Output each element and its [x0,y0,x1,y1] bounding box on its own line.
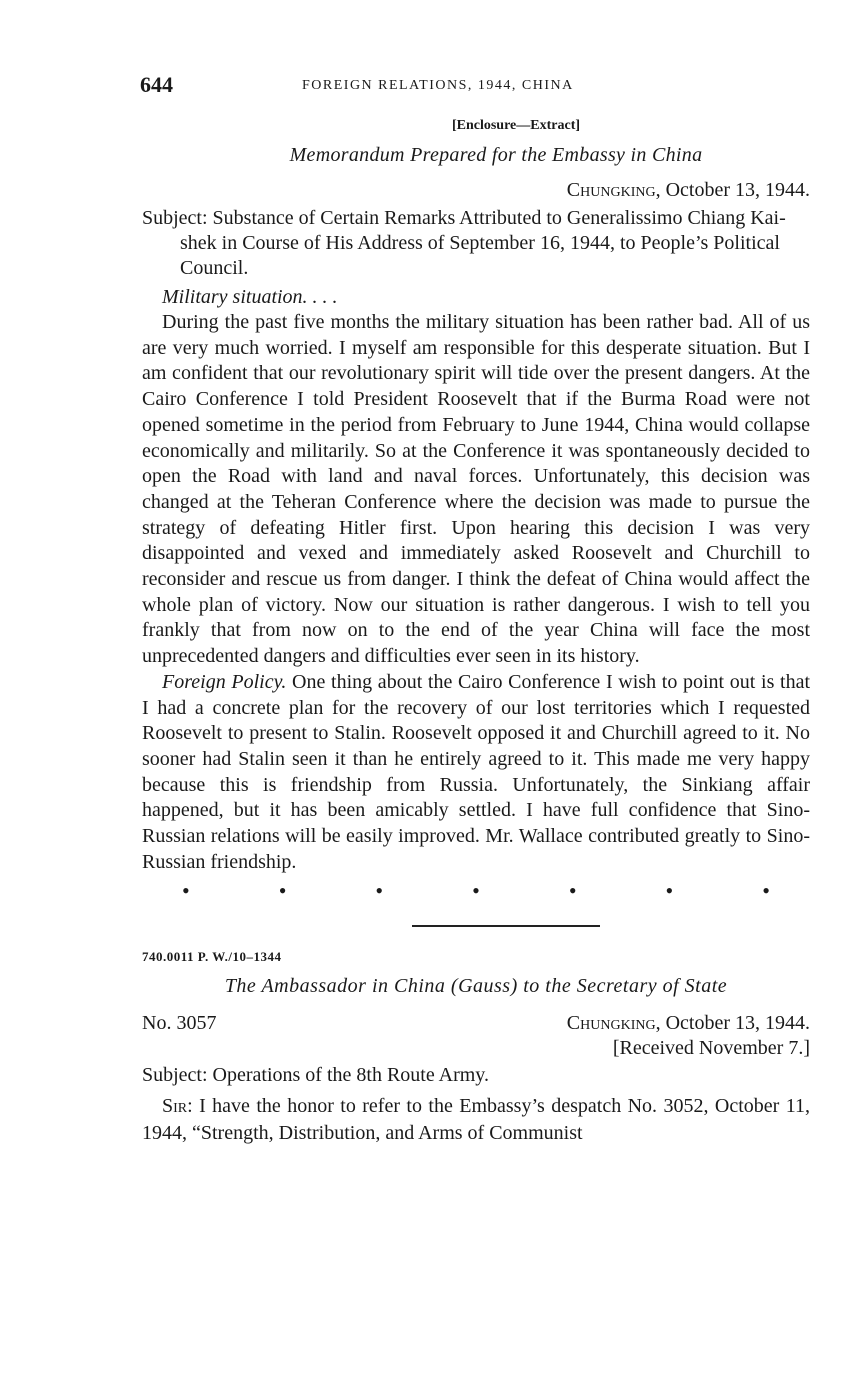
foreign-policy-paragraph [142,670,810,876]
despatch-date: , October 13, 1944. [655,1012,810,1035]
dot: • [182,878,190,904]
foreign-policy-heading: Foreign Policy. [162,670,287,693]
running-title: FOREIGN RELATIONS, 1944, CHINA [302,78,574,93]
despatch-place-date [567,1012,810,1035]
memo-place-date [142,179,810,202]
despatch-body-text: : I have the honor to refer to the Embassy’s despatch No. 3052, October 11, 1944, “Strength, Distribution, and Arms of Communist [142,1095,810,1145]
despatch-number-line [142,1012,810,1035]
dot: • [278,878,287,904]
page-number: 644 [140,72,173,97]
dot: • [762,878,770,904]
document-page [142,72,810,1167]
dot: • [375,878,384,904]
despatch-place: Chungking [566,1012,656,1035]
page-header [142,72,810,100]
military-paragraph: During the past five months the military situation has been rather bad. All of us are very much worried. I myself am responsible for this desperate situation. But I am confident that our revolutionary spirit will tide over the present dangers. At the Cairo Conference I told President Roosevelt that if the Burma Road were not opened sometime in the period from February to June 1944, China would collapse economically and militarily. So at the Conference it was spontaneously decided to open the Road with land and naval forces. Unfortunately, this decision was changed at the Teheran Conference where the decision was made to pursue the strategy of defeating Hitler first. Upon hearing this decision I was very disappointed and vexed and immediately asked Roosevelt and Churchill to reconsider and rescue us from danger. I think the defeat of China would affect the whole plan of victory. Now our situation is rather dangerous. I wish to tell you frankly that from now on to the end of the year China will face the most unprecedented dangers and difficulties ever seen in its history. [142,311,810,668]
dot: • [665,878,674,904]
received-date: [Received November 7.] [612,1037,810,1060]
despatch-title: The Ambassador in China (Gauss) to the Secretary of State [224,975,728,998]
omission-dots [142,877,810,905]
salutation: Sir [162,1095,188,1118]
military-heading: Military situation. . . . [162,286,338,308]
despatch-body [142,1093,810,1147]
memo-date: , October 13, 1944. [655,179,810,201]
dot: • [568,878,577,904]
despatch-subject: Subject: Operations of the 8th Route Army. [142,1064,489,1087]
memo-title: Memorandum Prepared for the Embassy in China [289,144,703,166]
enclosure-label: [Enclosure—Extract] [451,118,581,133]
despatch-number: No. 3057 [142,1012,217,1035]
dot: • [472,878,480,904]
memo-subject: Subject: Substance of Certain Remarks Attributed to Generalissimo Chiang Kai-shek in Course of His Address of September 16, 1944, to People’s Political Council. [142,207,786,279]
foreign-policy-text: One thing about the Cairo Conference I wish to point out is that I had a concrete plan for the recovery of our lost territories which I requested Roosevelt to present to Stalin. Roosevelt opposed it and Churchill agreed to it. No sooner had Stalin seen it than he entirely agreed to it. This made me very happy because this is friendship from Russia. Unfortunately, the Sinkiang affair happened, but it has been amicably settled. I have full confidence that Sino-Russian relations will be easily improved. Mr. Wallace contributed greatly to Sino-Russian friendship. [142,670,811,873]
memo-place: Chungking [566,179,656,201]
file-number: 740.0011 P. W./10–1344 [142,949,282,965]
section-divider [412,925,600,927]
